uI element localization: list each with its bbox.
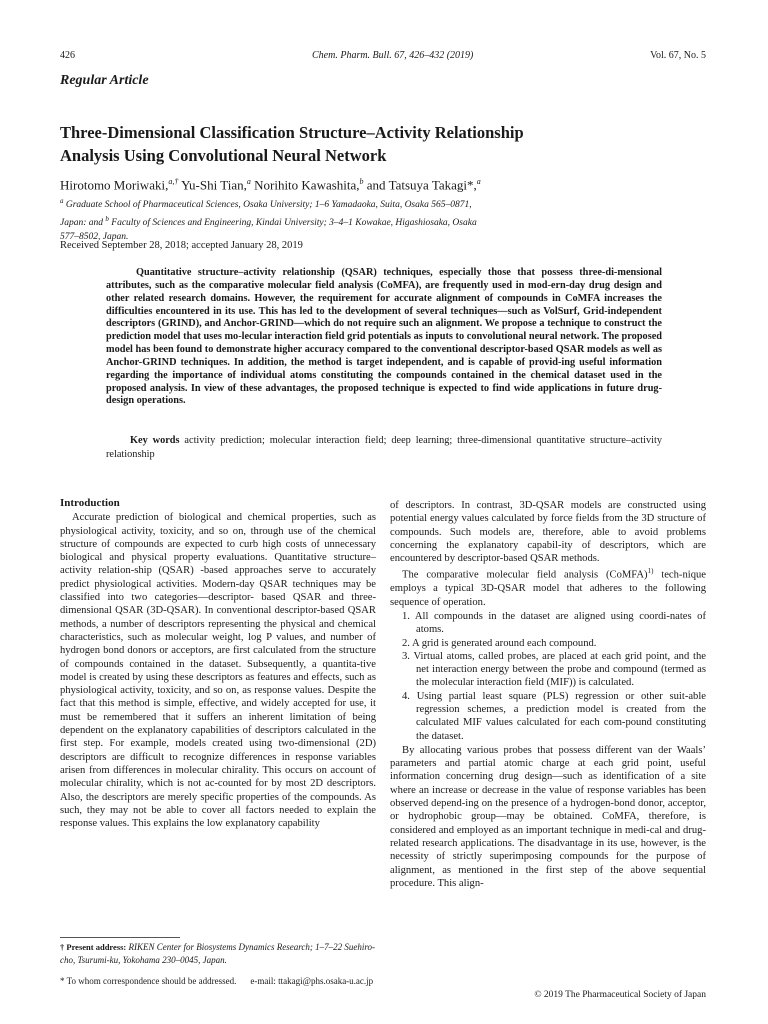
correspondence <box>60 976 373 986</box>
author-name: Hirotomo Moriwaki, <box>60 177 169 193</box>
footnote-label: Present address: <box>64 942 127 952</box>
author-affil-mark: a,† <box>168 177 179 186</box>
body-paragraph <box>390 565 706 608</box>
author-name: and Tatsuya Takagi*, <box>363 177 477 193</box>
right-column <box>390 499 706 890</box>
affil-mark: a <box>60 197 64 205</box>
body-paragraph: of descriptors. In contrast, 3D-QSAR models are constructed using potential energy values calculated by force fields from the 3D structure of compounds. Such models are, therefore, able to avoid problems concerning the explanatory capabil-ity of descriptors, which are encountered by descriptor-based QSAR methods. <box>390 500 706 565</box>
footnote-mark: † <box>60 942 65 952</box>
author-affil-mark: b <box>359 177 364 186</box>
author-list <box>60 177 481 193</box>
affiliations <box>60 194 660 244</box>
page-number: 426 <box>60 50 75 61</box>
title-line-2: Analysis Using Convolutional Neural Network <box>60 146 387 165</box>
list-item: 1. All compounds in the dataset are aligned using coordi-nates of atoms. <box>402 610 706 636</box>
list-item: 3. Virtual atoms, called probes, are placed at each grid point, and the net interaction energy between the probe and compound (termed as the molecular interaction field (MIF)) is calculated. <box>402 650 706 689</box>
footnote-divider <box>60 937 180 938</box>
affil-mark: b <box>105 215 109 224</box>
journal-citation: Chem. Pharm. Bull. 67, 426–432 (2019) <box>312 50 474 61</box>
volume-issue: Vol. 67, No. 5 <box>650 50 706 61</box>
paragraph-text: tech-nique employs a typical 3D-QSAR model that adheres to the following sequence of operation. <box>390 570 706 608</box>
abstract: Quantitative structure–activity relationship (QSAR) techniques, especially those that possess three-di-mensional attributes, such as the comparative molecular field analysis (CoMFA), are frequently used in mod-ern-day drug design and other related research domains. However, the requirement for accurate alignment of compounds in CoMFA increases the difficulties encountered in its use. This has led to the development of several techniques—such as VolSurf, Grid-independent descriptors (GRIND), and Anchor-GRIND—which do not require such an alignment. We propose a technique to construct the prediction model that uses mo-lecular interaction field grid potentials as inputs to convolutional neural network. The proposed model has been found to demonstrate higher accuracy compared to the conventional descriptor-based QSAR models as well as Anchor-GRIND techniques. In addition, the method is target independent, and is capable of provid-ing useful information regarding the importance of individual atoms constituting the compounds contained in the chemical dataset used in the proposed analysis. In view of these advantages, the proposed technique is expected to find wide applications in future drug-design operations. <box>106 267 662 407</box>
keywords-label: Key words <box>130 435 180 446</box>
affiliation-b-cont: 577–8502, Japan. <box>60 232 129 243</box>
author-name: Norihito Kawashita, <box>250 177 360 193</box>
body-paragraph: By allocating various probes that possess different van der Waals’ parameters and partial atomic charge at each grid point, useful information concerning drug design—such as identification of a site where an increase or decrease in the value of response variables has been observed depend-ing on the presence of a hydrogen-bond donor, acceptor, or hydrophobic group—may be obtained. CoMFA, therefore, is considered and employed as an important technique in medi-cal and drug-related research applications. The disadvantage in its use, however, is the necessity of strictly superimposing compounds for the purpose of alignment, as mentioned in the first step of the above sequential procedure. This align- <box>390 744 706 889</box>
paragraph-text: The comparative molecular field analysis (CoMFA) <box>402 570 648 582</box>
received-dates: Received September 28, 2018; accepted January 28, 2019 <box>60 240 303 251</box>
affiliation-a: Graduate School of Pharmaceutical Sciences, Osaka University; 1–6 Yamadaoka, Suita, Osaka 565–0871, <box>63 200 472 211</box>
footnote-text: RIKEN Center for Biosystems Dynamics Research; 1–7–22 Suehiro-cho, Tsurumi-ku, Yokohama 230–0045, Japan. <box>60 942 376 965</box>
author-affil-mark: a <box>246 177 251 186</box>
reference-link[interactable]: 1) <box>647 567 654 576</box>
body-paragraph: Accurate prediction of biological and chemical properties, such as physiological activity, toxicity, and so on, through use of the chemical structure of compounds are expected to curb high costs of unnecessary biological and physical property evaluations. Quantitative structure–activity relation-ship (QSAR) -based approaches serve to accurately predict physiological activities. Modern-day QSAR techniques may be classified into two categories—descriptor- based QSAR and three-dimensional QSAR (3D-QSAR). In conventional descriptor-based QSAR methods, a number of descriptors representing the physical and chemical characteristics, such as molecular weight, log P values, and number of hydrogen bond donors or acceptors, are first calculated from the structure of compounds contained in the dataset. Subsequently, a quantita-tive model is created by using these descriptors as features and effects, such as physiological activity, toxicity, and so on, as response values. Despite the fact that this method is simple, effective, and widely accepted for use, it must be remembered that it suffers an inherent limitation of being dependent on the explanatory capabilities of descriptors calculated in the first step. For example, models created using two-dimensional (2D) descriptors are difficult to recognize differences in response variables arisen from differences in molecular chirality. This occurs on account of molecular chirality, which is not ac-counted for by most 2D descriptors. Also, the descriptors are merely specific properties of the compounds. As such, they may not be able to cover all factors needed to explain the response values. This explains the low explanatory capability <box>60 512 376 830</box>
section-heading: Introduction <box>60 497 120 509</box>
article-type: Regular Article <box>60 73 149 88</box>
copyright: © 2019 The Pharmaceutical Society of Japan <box>534 990 706 1000</box>
author-name: Yu-Shi Tian, <box>178 177 247 193</box>
correspondence-email[interactable]: e-mail: ttakagi@phs.osaka-u.ac.jp <box>250 976 374 986</box>
procedure-list <box>390 610 706 743</box>
list-item: 2. A grid is generated around each compound. <box>402 637 597 649</box>
footnote <box>60 941 380 967</box>
title-line-1: Three-Dimensional Classification Structure–Activity Relationship <box>60 123 524 142</box>
affiliation-a-cont: Japan: and <box>60 218 106 229</box>
author-affil-mark: a <box>476 177 481 186</box>
keywords <box>106 434 662 462</box>
list-item: 4. Using partial least square (PLS) regression or other suit-able regression schemes, a prediction model is created from the calculated MIF values calculated for each com-pound constituting the dataset. <box>402 690 706 742</box>
article-title <box>60 121 700 167</box>
affiliation-b: Faculty of Sciences and Engineering, Kindai University; 3–4–1 Kowakae, Higashiosaka, Osaka <box>108 218 477 229</box>
keywords-text: activity prediction; molecular interaction field; deep learning; three-dimensional quantitative structure–activity relationship <box>106 435 662 460</box>
left-column <box>60 497 376 830</box>
correspondence-text: * To whom correspondence should be addressed. <box>60 976 237 986</box>
